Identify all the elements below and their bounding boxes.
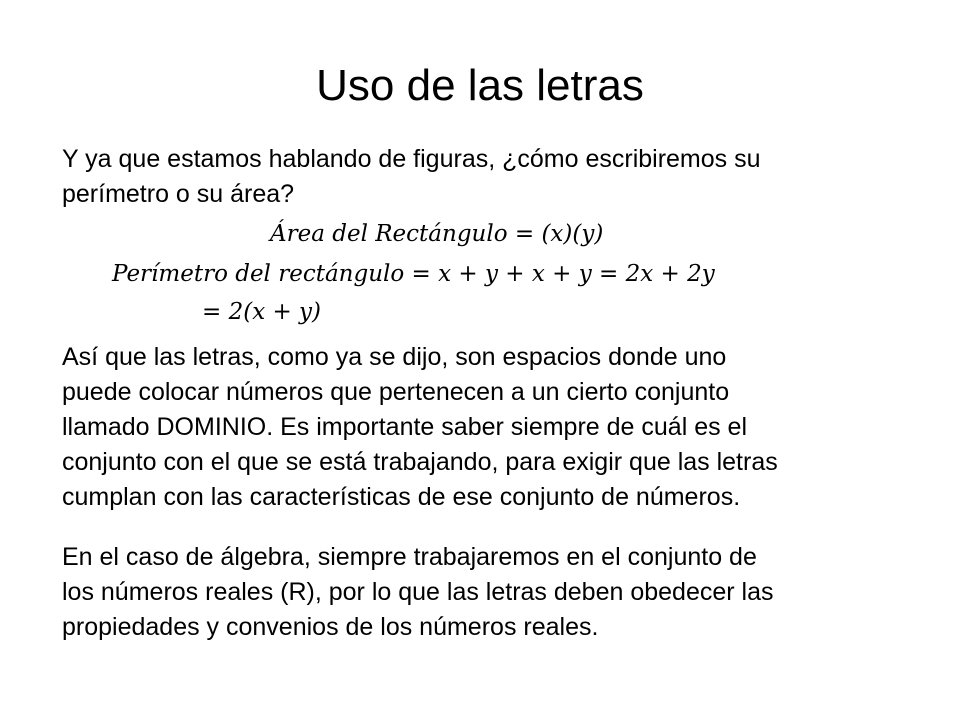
- intro-paragraph: [62, 142, 922, 212]
- paragraph-line: En el caso de álgebra, siempre trabajaremos en el conjunto de: [62, 543, 757, 571]
- intro-line: Y ya que estamos hablando de figuras, ¿cómo escribiremos su: [62, 145, 761, 173]
- paragraph-line: conjunto con el que se está trabajando, para exigir que las letras: [62, 448, 778, 476]
- slide-title: Uso de las letras: [316, 61, 644, 110]
- perimeter-equation-continued: = 2(x + y): [202, 299, 322, 325]
- perimeter-equation: Perímetro del rectángulo = x + y + x + y = 2x + 2y: [112, 261, 715, 287]
- paragraph-line: los números reales (R), por lo que las letras deben obedecer las: [62, 578, 774, 606]
- paragraph-line: puede colocar números que pertenecen a un cierto conjunto: [62, 378, 730, 406]
- paragraph-line: Así que las letras, como ya se dijo, son espacios donde uno: [62, 343, 727, 371]
- paragraph-line: cumplan con las características de ese conjunto de números.: [62, 483, 741, 511]
- domain-paragraph: [62, 340, 922, 515]
- paragraph-line: propiedades y convenios de los números reales.: [62, 613, 599, 641]
- intro-line: perímetro o su área?: [62, 180, 295, 208]
- paragraph-line: llamado DOMINIO. Es importante saber siempre de cuál es el: [62, 413, 747, 441]
- real-numbers-paragraph: [62, 540, 922, 645]
- area-equation: Área del Rectángulo = (x)(y): [270, 221, 604, 247]
